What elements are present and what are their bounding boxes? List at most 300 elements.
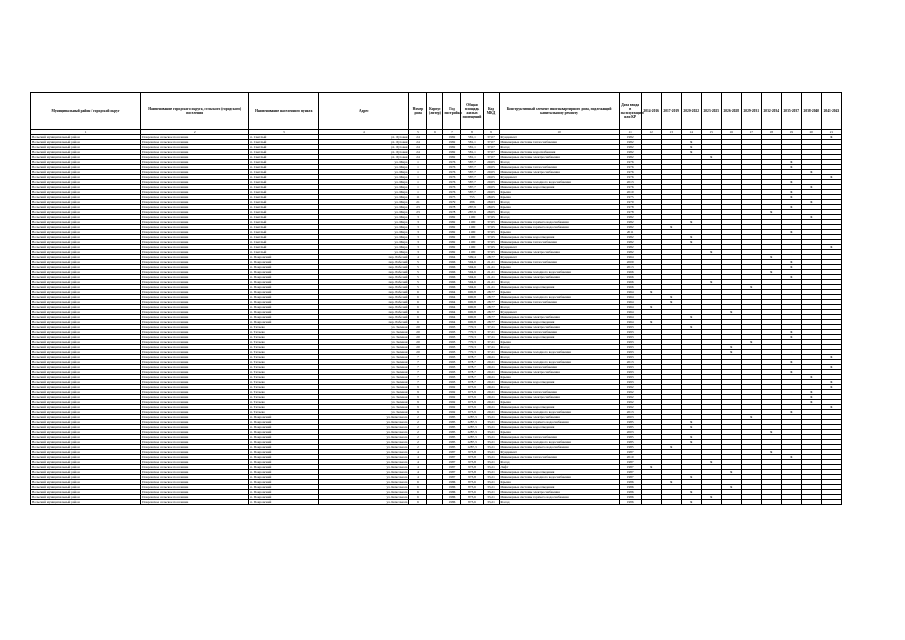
table-cell: пер. Рабочий [319,290,409,295]
table-cell: ул. Комсомола [319,465,409,470]
table-cell: 1982 [619,250,641,255]
table-cell: 1966 [619,275,641,280]
table-cell: п. Покровский [249,440,319,445]
repair-period-mark: X [681,440,701,445]
table-cell: 28,63 [483,200,499,205]
table-cell: 2009 [619,260,641,265]
table-cell: ул. Луговая [319,150,409,155]
table-cell: Покровское сельское поселение [141,195,249,200]
table-cell: Инженерные системы холодного водоснабжения [499,360,619,365]
table-cell: 1987 [443,470,461,475]
table-cell: 1976 [443,165,461,170]
table-cell: 678,7 [461,365,483,370]
table-cell: Крыша [499,340,619,345]
table-cell: 1982 [443,245,461,250]
table-cell: 7 [409,360,427,365]
table-cell: 873,6 [461,500,483,505]
table-cell: 1993 [443,365,461,370]
col-header: Муниципальный район / городской округ [31,93,141,130]
table-cell: 1982 [443,250,461,255]
table-cell: 6 [409,295,427,300]
table-cell: 1190 [461,215,483,220]
table-cell: Покровское сельское поселение [141,205,249,210]
table-cell: 1982 [443,220,461,225]
table-cell: п. Покровский [249,470,319,475]
table-cell: Вольский муниципальный район [31,415,141,420]
table-cell: 1986 [619,490,641,495]
repair-period-mark: X [781,195,801,200]
col-header: 2026-2028 [721,93,741,130]
table-cell: Вольский муниципальный район [31,200,141,205]
table-cell: 1 [409,180,427,185]
table-cell: Вольский муниципальный район [31,340,141,345]
table-cell: 9 [409,410,427,415]
table-cell: 1287,3 [461,415,483,420]
table-cell: 9 [409,395,427,400]
table-cell: Покровское сельское поселение [141,285,249,290]
table-cell: Покровское сельское поселение [141,155,249,160]
table-cell: 1190 [461,220,483,225]
table-cell: 2 [409,440,427,445]
table-cell: 3 [409,220,427,225]
repair-period-mark: X [821,355,841,360]
table-cell: 1985 [619,440,641,445]
table-cell: 29,05 [483,175,499,180]
table-cell: Инженерные системы водоотведения [499,335,619,340]
col-header: Конструктивный элемент многоквартирного дома, подлежащий капитальному ремонту [499,93,619,130]
table-cell: Инженерные системы электроснабжения [499,415,619,420]
table-cell: Инженерные системы водоотведения [499,470,619,475]
table-cell: 1987 [619,450,641,455]
column-number: 2 [141,130,249,135]
table-cell: 6 [409,320,427,325]
table-cell: 678,7 [461,380,483,385]
table-cell: ул. Мира [319,185,409,190]
table-cell: ул. Зеленая [319,345,409,350]
table-cell: Покровское сельское поселение [141,450,249,455]
repair-period-cell [741,500,761,505]
table-cell: 1987 [443,450,461,455]
col-header: Дата ввода в эксплуатацию или КР [619,93,641,130]
table-cell: Покровское сельское поселение [141,220,249,225]
table-cell: Вольский муниципальный район [31,290,141,295]
table-cell: Покровское сельское поселение [141,150,249,155]
table-cell: Инженерные системы холодного водоснабжения [499,180,619,185]
table-cell: 28,77 [483,320,499,325]
repair-period-mark: X [661,445,681,450]
table-cell: п. Покровский [249,270,319,275]
table-cell: Фасад [499,145,619,150]
table-cell: 1993 [443,350,461,355]
table-cell: п. Покровский [249,255,319,260]
table-cell: 20 [409,325,427,330]
table-cell: 5 [409,260,427,265]
table-cell: 33,21 [483,475,499,480]
table-cell: Инженерные системы теплоснабжения [499,300,619,305]
table-cell: ул. Мира [319,235,409,240]
table-cell: 770,3 [461,345,483,350]
table-cell: Покровское сельское поселение [141,400,249,405]
table-cell: 581,1 [461,155,483,160]
table-cell: 1982 [619,150,641,155]
table-cell: Покровское сельское поселение [141,355,249,360]
table-cell: 287,9 [461,210,483,215]
table-cell: ул. Зеленая [319,335,409,340]
table-cell: 37,07 [483,155,499,160]
table-cell: Фасад [499,385,619,390]
column-number: 3 [249,130,319,135]
table-cell: 600,8 [461,295,483,300]
table-cell: Вольский муниципальный район [31,230,141,235]
table-cell: 6 [409,290,427,295]
table-cell: 33,21 [483,425,499,430]
table-cell: Вольский муниципальный район [31,465,141,470]
table-cell: п. Покровский [249,300,319,305]
repair-period-mark: X [781,160,801,165]
table-cell: 1985 [619,435,641,440]
table-cell: 1993 [619,375,641,380]
table-cell: Покровское сельское поселение [141,380,249,385]
repair-period-mark: X [821,405,841,410]
table-cell: 1964 [443,320,461,325]
table-cell: 770,3 [461,350,483,355]
table-cell: Вольский муниципальный район [31,470,141,475]
repair-period-mark: X [781,360,801,365]
col-header: 2014-2016 [641,93,661,130]
table-cell: п. Покровский [249,285,319,290]
table-cell: 33,21 [483,420,499,425]
table-cell: 24 [409,145,427,150]
table-cell: п. Светлый [249,220,319,225]
table-cell: 1992 [619,385,641,390]
repair-period-mark: X [781,335,801,340]
table-cell: 29,21 [483,390,499,395]
table-cell: 1992 [443,395,461,400]
repair-period-mark: X [781,190,801,195]
table-cell: 587,7 [461,190,483,195]
table-cell: п. Покровский [249,260,319,265]
table-cell: Инженерные системы горячего водоснабжения [499,445,619,450]
table-cell: Инженерные системы холодного водоснабжения [499,410,619,415]
table-cell: Фундамент [499,245,619,250]
table-cell: Покровское сельское поселение [141,495,249,500]
table-cell: Крыша [499,265,619,270]
table-cell: 973,8 [461,475,483,480]
table-cell: Покровское сельское поселение [141,335,249,340]
table-cell: ул. Луговая [319,140,409,145]
repair-period-mark: X [761,255,781,260]
table-cell: ул. Комсомола [319,440,409,445]
table-cell: ул. Зеленая [319,375,409,380]
table-cell: Вольский муниципальный район [31,460,141,465]
table-cell: п. Покровский [249,460,319,465]
table-cell: Покровское сельское поселение [141,270,249,275]
table-cell: Покровское сельское поселение [141,440,249,445]
table-cell: 37,21 [483,340,499,345]
repair-period-mark: X [661,300,681,305]
table-cell: 600,8 [461,320,483,325]
table-cell: 37,07 [483,150,499,155]
table-cell: 678,7 [461,375,483,380]
table-cell: 3 [409,235,427,240]
table-cell: Фасад [499,355,619,360]
table-cell: ул. Комсомола [319,495,409,500]
table-cell: 594,6 [461,285,483,290]
table-cell: Покровское сельское поселение [141,210,249,215]
table-cell: п. Тетеево [249,325,319,330]
table-cell: Фасад [499,160,619,165]
table-cell: ул. Мира [319,240,409,245]
table-cell: 29,05 [483,160,499,165]
table-cell: 673,9 [461,405,483,410]
table-cell: Лифт [499,465,619,470]
table-cell: Инженерные системы теплоснабжения [499,455,619,460]
table-cell: Вольский муниципальный район [31,165,141,170]
table-cell: 33,21 [483,445,499,450]
table-cell: 600,8 [461,310,483,315]
table-cell: 594,6 [461,270,483,275]
table-cell: 1993 [619,325,641,330]
repair-period-mark: X [681,140,701,145]
table-cell: п. Тетеево [249,405,319,410]
table-cell: Покровское сельское поселение [141,500,249,505]
table-cell: 1964 [619,315,641,320]
table-cell: п. Тетеево [249,365,319,370]
table-cell: Вольский муниципальный район [31,455,141,460]
table-cell: Покровское сельское поселение [141,465,249,470]
table-cell: Покровское сельское поселение [141,300,249,305]
table-cell: Инженерные системы теплоснабжения [499,260,619,265]
table-cell: 1985 [619,445,641,450]
repair-period-mark: X [681,425,701,430]
repair-period-cell [781,500,801,505]
col-header: 2041-2043 [821,93,841,130]
table-cell: 594,6 [461,275,483,280]
table-cell: ул. Комсомола [319,435,409,440]
repair-period-mark: X [801,375,821,380]
table-cell: ул. Мира [319,225,409,230]
table-cell: 1992 [619,395,641,400]
repair-period-cell [661,500,681,505]
table-cell: Вольский муниципальный район [31,280,141,285]
column-number: 11 [619,130,641,135]
table-cell: 1993 [443,375,461,380]
table-cell: Покровское сельское поселение [141,475,249,480]
table-cell: ул. Зеленая [319,365,409,370]
table-cell: 1982 [443,135,461,140]
table-cell: пер. Рабочий [319,275,409,280]
repair-period-mark: X [681,235,701,240]
table-cell: п. Тетеево [249,355,319,360]
table-cell: Вольский муниципальный район [31,345,141,350]
table-cell: 1287,3 [461,445,483,450]
table-cell: 6 [409,500,427,505]
table-cell: Покровское сельское поселение [141,405,249,410]
table-cell: Инженерные системы водоснабжения [499,150,619,155]
table-cell: 1992 [443,405,461,410]
col-header: 2035-2037 [781,93,801,130]
table-cell: 1993 [443,330,461,335]
table-cell: 1976 [619,160,641,165]
table-cell: 2010 [619,455,641,460]
table-cell: 29,21 [483,405,499,410]
table-cell: ул. Мира [319,230,409,235]
col-header: Код МКД [483,93,499,130]
table-cell: п. Покровский [249,305,319,310]
table-cell: п. Покровский [249,290,319,295]
table-cell: Инженерные системы холодного водоснабжения [499,440,619,445]
table-cell: 1993 [443,345,461,350]
table-cell: Фундамент [499,450,619,455]
table-cell: Вольский муниципальный район [31,300,141,305]
table-cell: 29,05 [483,165,499,170]
repair-period-mark: X [781,205,801,210]
repair-period-mark: X [781,265,801,270]
table-cell: 21,21 [483,265,499,270]
table-cell: ул. Комсомола [319,485,409,490]
table-cell: 2013 [619,410,641,415]
table-cell: п. Покровский [249,465,319,470]
repair-schedule-table [30,92,842,505]
table-cell: ул. Мира [319,245,409,250]
table-cell: 1993 [619,335,641,340]
table-cell: п. Светлый [249,235,319,240]
table-cell: Вольский муниципальный район [31,400,141,405]
table-cell: 37,65 [483,220,499,225]
col-header: Общая площадь жилых помещений [461,93,483,130]
table-cell: 587,7 [461,185,483,190]
table-cell: 678,7 [461,355,483,360]
table-cell: Вольский муниципальный район [31,140,141,145]
table-cell: Покровское сельское поселение [141,420,249,425]
table-cell: 33,21 [483,500,499,505]
repair-period-mark: X [781,165,801,170]
table-cell: Инженерные системы теплоснабжения [499,365,619,370]
table-cell: 581,1 [461,145,483,150]
table-cell: пер. Рабочий [319,265,409,270]
table-cell: 4 [409,475,427,480]
table-cell: 594,6 [461,260,483,265]
table-cell: Инженерные системы холодного водоснабжения [499,475,619,480]
table-cell: 1982 [619,245,641,250]
table-cell: 3 [409,215,427,220]
table-cell: 24 [409,135,427,140]
table-cell: Покровское сельское поселение [141,175,249,180]
table-cell: 1985 [443,425,461,430]
table-cell: п. Покровский [249,320,319,325]
table-cell: п. Покровский [249,480,319,485]
table-cell: 1982 [619,145,641,150]
table-cell: 1993 [443,355,461,360]
column-number: 14 [681,130,701,135]
table-cell: Инженерные системы горячего водоснабжения [499,220,619,225]
table-cell: ул. Зеленая [319,400,409,405]
table-cell: 6 [409,310,427,315]
table-cell: 1993 [443,335,461,340]
table-cell: п. Светлый [249,210,319,215]
table-cell: 23 [409,210,427,215]
table-cell: 5 [409,285,427,290]
table-cell: Вольский муниципальный район [31,500,141,505]
table-cell: 1964 [443,310,461,315]
table-cell: Покровское сельское поселение [141,225,249,230]
table-cell: 1982 [619,235,641,240]
table-cell: Покровское сельское поселение [141,245,249,250]
table-cell: п. Тетеево [249,330,319,335]
column-number: 13 [661,130,681,135]
table-cell: 1992 [619,390,641,395]
table-cell: ул. Комсомола [319,430,409,435]
table-cell: 1985 [443,440,461,445]
table-cell: 33,21 [483,430,499,435]
table-cell: Покровское сельское поселение [141,290,249,295]
table-cell: ул. Зеленая [319,380,409,385]
table-cell: Покровское сельское поселение [141,385,249,390]
table-cell: 1986 [619,485,641,490]
repair-period-mark: X [781,455,801,460]
table-cell: 1190 [461,250,483,255]
repair-period-mark: X [801,185,821,190]
repair-period-mark: X [761,270,781,275]
table-cell: п. Покровский [249,295,319,300]
table-cell: 1979 [443,200,461,205]
table-cell: п. Светлый [249,205,319,210]
table-cell: 1987 [619,465,641,470]
repair-period-mark: X [821,385,841,390]
table-cell: 673,9 [461,410,483,415]
table-cell: Инженерные системы водоотведения [499,405,619,410]
table-cell: Инженерные системы холодного водоснабжения [499,270,619,275]
table-cell: п. Покровский [249,485,319,490]
table-cell: ул. Мира [319,210,409,215]
table-cell: 37,65 [483,235,499,240]
table-cell: Вольский муниципальный район [31,215,141,220]
table-cell: Инженерные системы электроснабжения [499,275,619,280]
table-cell: 1982 [619,140,641,145]
table-cell: ул. Мира [319,180,409,185]
table-cell: Фасад [499,345,619,350]
table-cell: Инженерные системы электроснабжения [499,325,619,330]
table-cell: Вольский муниципальный район [31,335,141,340]
table-cell: ул. Зеленая [319,395,409,400]
table-cell: Вольский муниципальный район [31,380,141,385]
table-cell: ул. Комсомола [319,460,409,465]
table-cell: 1993 [619,330,641,335]
table-cell: 20 [409,340,427,345]
repair-period-mark: X [681,240,701,245]
table-cell: 7 [409,380,427,385]
table-cell: 6 [409,490,427,495]
table-cell: 973,8 [461,465,483,470]
table-cell: 587,7 [461,160,483,165]
table-cell: 973,8 [461,450,483,455]
table-cell: Покровское сельское поселение [141,255,249,260]
table-cell: 1987 [619,470,641,475]
table-cell: 1982 [443,140,461,145]
table-cell: Покровское сельское поселение [141,200,249,205]
table-cell: 37,07 [483,135,499,140]
table-cell: Вольский муниципальный район [31,350,141,355]
table-cell: Вольский муниципальный район [31,410,141,415]
repair-period-mark: X [681,325,701,330]
table-cell: Инженерные системы теплоснабжения [499,165,619,170]
table-cell: 1287,3 [461,440,483,445]
table-cell: п. Светлый [249,180,319,185]
table-cell: 678,7 [461,360,483,365]
table-cell: 1966 [443,260,461,265]
repair-period-mark: X [681,150,701,155]
table-cell: 21,21 [483,280,499,285]
